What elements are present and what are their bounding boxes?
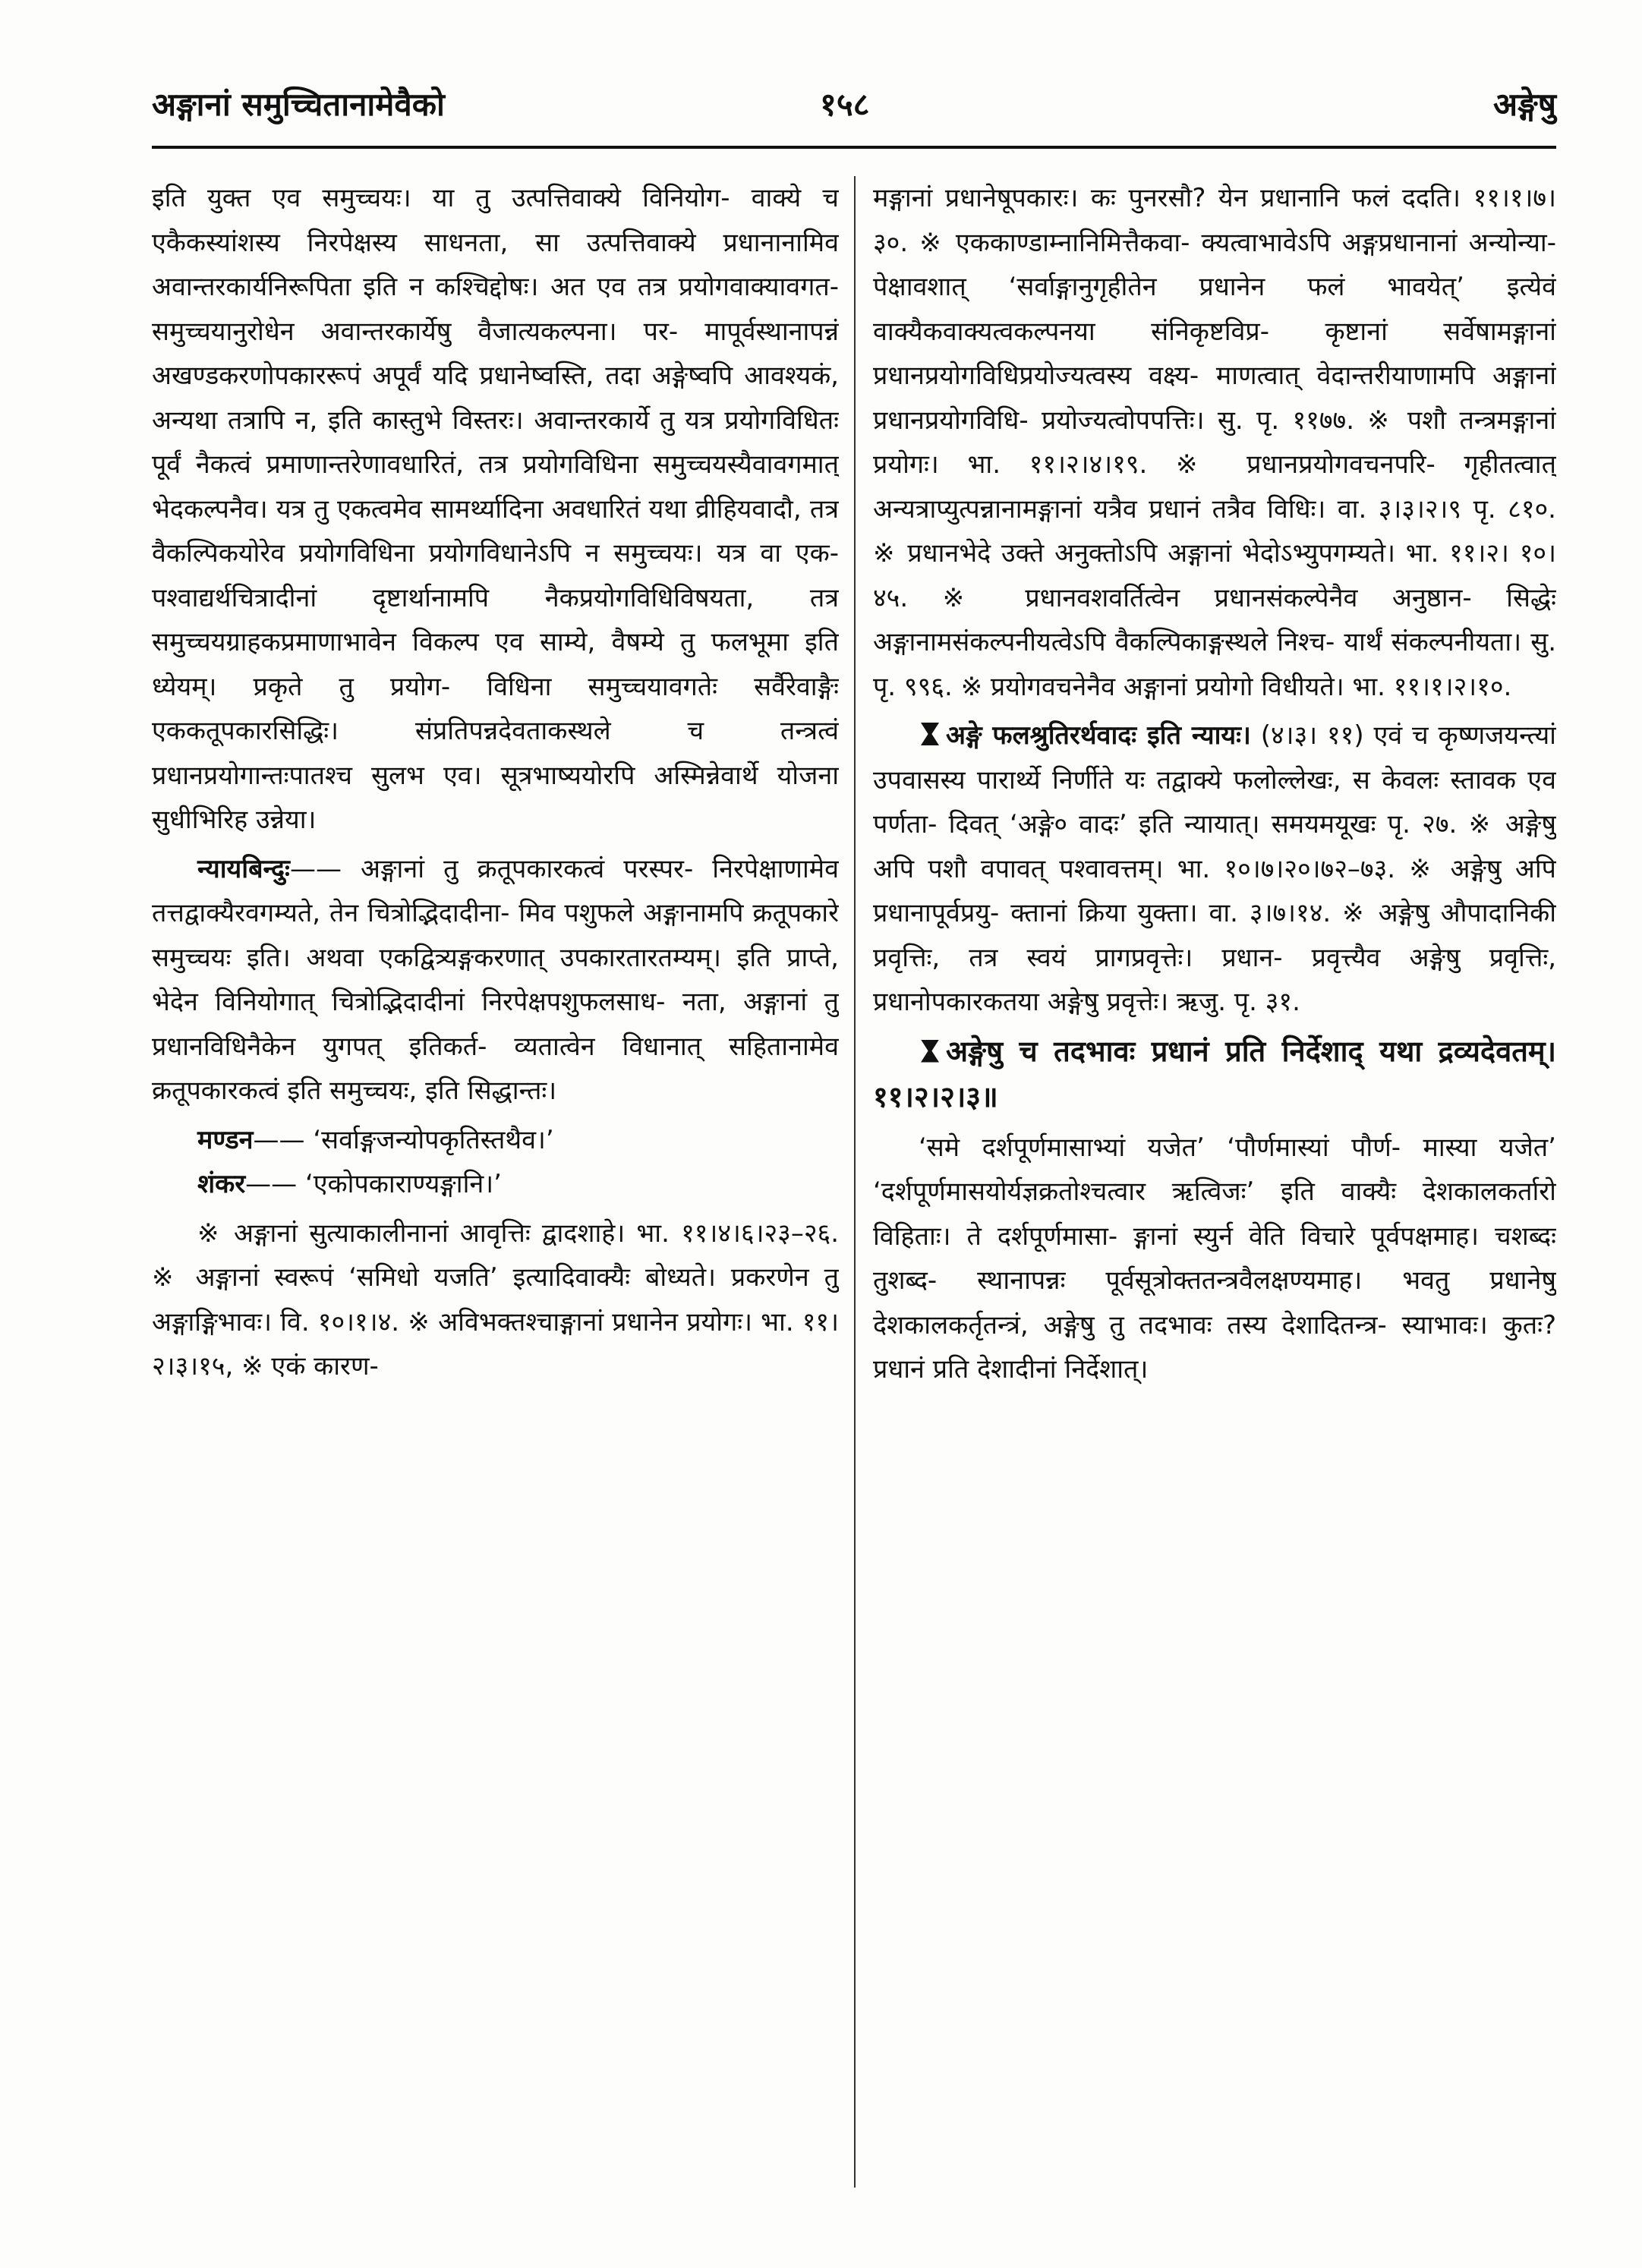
left-paragraph-3: ※ अङ्गानां सुत्याकालीनानां आवृत्तिः द्वादशाहे। भा. ११।४।६।२३–२६. ※ अङ्गानां स्वरूपं ‘समिधो यजति’ इत्यादिवाक्यैः बोध्यते। प्रकरणेन तु अङ्गाङ्गिभावः। वि. १०।१।४. ※ अविभक्तश्चाङ्गानां प्रधानेन प्रयोगः। भा. ११।२।३।१५, ※ एकं कारण- [152,1217,839,1381]
section-2-heading-line [873,1029,1556,1121]
nyaya-bindu-text: —— अङ्गानां तु क्रतूपकारकत्वं परस्पर- निरपेक्षाणामेव तत्तद्वाक्यैरवगम्यते, तेन चित्रोद्भिदादीना- मिव पशुफले अङ्गानामपि क्रतूपकारे समुच्चयः इति। अथवा एकद्वित्र्यङ्गकरणात् उपकारतारतम्यम्। इति प्राप्ते, भेदेन विनियोगात् चित्रोद्भिदादीनां निरपेक्षपशुफलसाध- नता, अङ्गानां तु प्रधानविधिनैकेन युगपत् इतिकर्त- व्यतात्वेन विधानात् सहितानामेव क्रतूपकारकत्वं इति समुच्चयः, इति सिद्धान्तः। [152,853,839,1106]
right-paragraph-1: मङ्गानां प्रधानेषूपकारः। कः पुनरसौ? येन प्रधानानि फलं ददति। ११।१।७।३०. ※ एककाण्डाम्नानिमित्तैकवा- क्यत्वाभावेऽपि अङ्गप्रधानानां अन्योन्या- पेक्षावशात् ‘सर्वाङ्गानुगृहीतेन प्रधानेन फलं भावयेत्’ इत्येवं वाक्यैकवाक्यत्वकल्पनया संनिकृष्टविप्र- कृष्टानां सर्वेषामङ्गानां प्रधानप्रयोगविधिप्रयोज्यत्वस्य वक्ष्य- माणत्वात् वेदान्तरीयाणामपि अङ्गानां प्रधानप्रयोगविधि- प्रयोज्यत्वोपपत्तिः। सु. पृ. ११७७. ※ पशौ तन्त्रमङ्गानां प्रयोगः। भा. ११।२।४।१९. ※ प्रधानप्रयोगवचनपरि- गृहीतत्वात् अन्यत्राप्युत्पन्नानामङ्गानां यत्रैव प्रधानं तत्रैव विधिः। वा. ३।३।२।९ पृ. ८१०. ※ प्रधानभेदे उक्ते अनुक्तोऽपि अङ्गानां भेदोऽभ्युपगम्यते। भा. ११।२। १०।४५. ※ प्रधानवशवर्तित्वेन प्रधानसंकल्पेनैव अनुष्ठान- सिद्धेः अङ्गानामसंकल्पनीयत्वेऽपि वैकल्पिकाङ्गस्थले निश्च- यार्थं संकल्पनीयता। सु. पृ. ९९६. ※ प्रयोगवचनेनैव अङ्गानां प्रयोगो विधीयते। भा. ११।१।२।१०. [873,183,1556,702]
mandana-line [152,1118,839,1163]
header-right-keyword: अङ्गेषु [1493,86,1556,123]
nyaya-bindu-label: न्यायबिन्दुः [197,853,290,884]
running-header [152,82,1556,137]
header-left-title: अङ्गानां समुच्चितानामेवैको [152,86,445,123]
section-1-text: (४।३। ११) एवं च कृष्णजयन्त्यां उपवासस्य पारार्थ्ये निर्णीते यः तद्वाक्ये फलोल्लेखः, स केवलः स्तावक एव पर्णता- दिवत् ‘अङ्गे० वादः’ इति न्यायात्। समयमयूखः पृ. २७. ※ अङ्गेषु अपि पशौ वपावत् पश्वावत्तम्। भा. १०।७।२०।७२–७३. ※ अङ्गेषु अपि प्रधानापूर्वप्रयु- क्तानां क्रिया युक्ता। वा. ३।७।१४. ※ अङ्गेषु औपादानिकी प्रवृत्तिः, तत्र स्वयं प्रागप्रवृत्तेः। प्रधान- प्रवृत्त्यैव अङ्गेषु प्रवृत्तिः, प्रधानोपकारकतया अङ्गेषु प्रवृत्तेः। ऋजु. पृ. ३१. [873,720,1556,1017]
hourglass-icon [919,1038,941,1064]
mandana-text: —— ‘सर्वाङ्गजन्योपकृतिस्तथैव।’ [253,1124,554,1155]
nyaya-bindu-paragraph [152,847,839,1114]
hourglass-icon [919,721,941,747]
mandana-label: मण्डन [197,1124,254,1155]
page-number: १५८ [820,86,870,123]
shankara-label: शंकर [197,1169,246,1199]
header-rule [152,146,1556,149]
right-column [873,176,1556,2210]
shankara-text: —— ‘एकोपकाराण्यङ्गानि।’ [245,1169,502,1199]
column-divider [854,176,856,2188]
shankara-line [152,1162,839,1207]
left-paragraph-1: इति युक्त एव समुच्चयः। या तु उत्पत्तिवाक्ये विनियोग- वाक्ये च एकैकस्यांशस्य निरपेक्षस्य साधनता, सा उत्पत्तिवाक्ये प्रधानानामिव अवान्तरकार्यनिरूपिता इति न कश्चिद्दोषः। अत एव तत्र प्रयोगवाक्यावगत- समुच्चयानुरोधेन अवान्तरकार्येषु वैजात्यकल्पना। पर- मापूर्वस्थानापन्नं अखण्डकरणोपकाररूपं अपूर्वं यदि प्रधानेष्वस्ति, तदा अङ्गेष्वपि आवश्यकं, अन्यथा तत्रापि न, इति कास्तुभे विस्तरः। अवान्तरकार्ये तु यत्र प्रयोगविधितः पूर्वं नैकत्वं प्रमाणान्तरेणावधारितं, तत्र प्रयोगविधिना समुच्चयस्यैवावगमात् भेदकल्पनैव। यत्र तु एकत्वमेव सामर्थ्यादिना अवधारितं यथा व्रीहियवादौ, तत्र वैकल्पिकयोरेव प्रयोगविधिना प्रयोगविधानेऽपि न समुच्चयः। यत्र वा एक- पश्वाद्यर्थचित्रादीनां दृष्टार्थानामपि नैकप्रयोगविधिविषयता, तत्र समुच्चयग्राहकप्रमाणाभावेन विकल्प एव साम्ये, वैषम्ये तु फलभूमा इति ध्येयम्। प्रकृते तु प्रयोग- विधिना समुच्चयावगतेः सर्वैरेवाङ्गैः एककतूपकारसिद्धिः। संप्रतिपन्नदेवताकस्थले च तन्त्रत्वं प्रधानप्रयोगान्तःपातश्च सुलभ एव। सूत्रभाष्ययोरपि अस्मिन्नेवार्थे योजना सुधीभिरिह उन्नेया। [152,183,839,835]
section-1 [873,713,1556,1025]
right-paragraph-3: ‘समे दर्शपूर्णमासाभ्यां यजेत’ ‘पौर्णमास्यां पौर्ण- मास्या यजेत’ ‘दर्शपूर्णमासयोर्यज्ञक्रतोश्चत्वार ऋत्विजः’ इति वाक्यैः देशकालकर्तारो विहिताः। ते दर्शपूर्णमासा- ङ्गानां स्युर्न वेति विचारे पूर्वपक्षमाह। चशब्दः तुशब्द- स्थानापन्नः पूर्वसूत्रोक्ततन्त्रवैलक्षण्यमाह। भवतु प्रधानेषु देशकालकर्तृतन्त्रं, अङ्गेषु तु तदभावः तस्य देशादितन्त्र- स्याभावः। कुतः? प्रधानं प्रति देशादीनां निर्देशात्। [873,1132,1556,1384]
section-1-heading: अङ्गे फलश्रुतिरर्थवादः इति न्यायः। [946,720,1251,751]
left-column [152,176,839,2210]
section-2-heading: अङ्गेषु च तदभावः प्रधानं प्रति निर्देशाद् यथा द्रव्यदेवतम्। ११।२।२।३॥ [873,1034,1556,1114]
